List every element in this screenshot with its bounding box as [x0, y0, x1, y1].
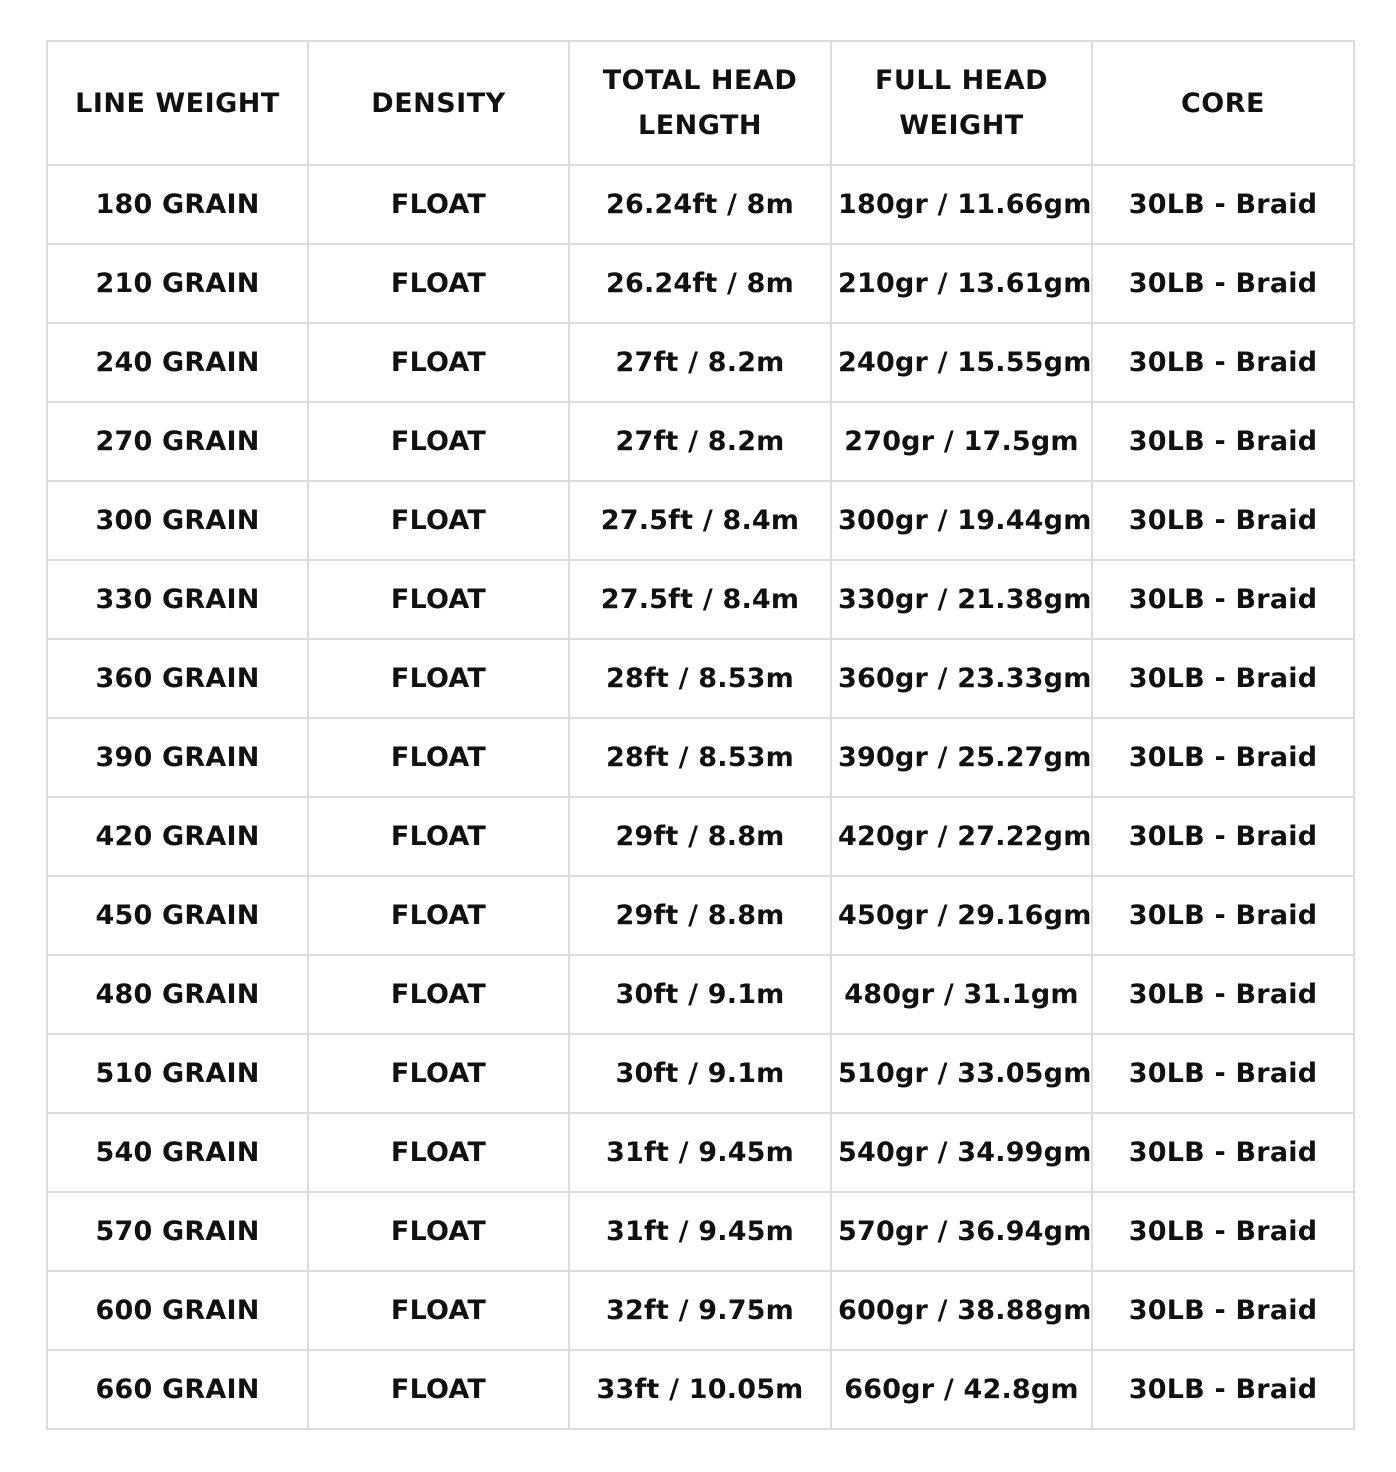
table-row	[47, 1350, 1354, 1429]
cell-total-head-length: 27.5ft / 8.4m	[569, 560, 831, 639]
cell-density: FLOAT	[308, 876, 569, 955]
cell-core: 30LB - Braid	[1092, 560, 1354, 639]
cell-line-weight: 480 GRAIN	[47, 955, 308, 1034]
cell-line-weight: 360 GRAIN	[47, 639, 308, 718]
header-row	[47, 41, 1354, 165]
table-row	[47, 718, 1354, 797]
header-total-head-length: TOTAL HEAD LENGTH	[569, 41, 831, 165]
cell-core: 30LB - Braid	[1092, 165, 1354, 244]
cell-line-weight: 420 GRAIN	[47, 797, 308, 876]
cell-core: 30LB - Braid	[1092, 1034, 1354, 1113]
cell-line-weight: 600 GRAIN	[47, 1271, 308, 1350]
cell-line-weight: 270 GRAIN	[47, 402, 308, 481]
cell-full-head-weight: 180gr / 11.66gm	[831, 165, 1092, 244]
cell-density: FLOAT	[308, 560, 569, 639]
cell-total-head-length: 33ft / 10.05m	[569, 1350, 831, 1429]
cell-core: 30LB - Braid	[1092, 1271, 1354, 1350]
cell-line-weight: 390 GRAIN	[47, 718, 308, 797]
table-row	[47, 955, 1354, 1034]
table-row	[47, 402, 1354, 481]
cell-density: FLOAT	[308, 1192, 569, 1271]
cell-density: FLOAT	[308, 165, 569, 244]
cell-core: 30LB - Braid	[1092, 1113, 1354, 1192]
cell-full-head-weight: 600gr / 38.88gm	[831, 1271, 1092, 1350]
cell-density: FLOAT	[308, 1271, 569, 1350]
cell-total-head-length: 32ft / 9.75m	[569, 1271, 831, 1350]
cell-core: 30LB - Braid	[1092, 639, 1354, 718]
cell-total-head-length: 29ft / 8.8m	[569, 797, 831, 876]
cell-total-head-length: 30ft / 9.1m	[569, 1034, 831, 1113]
table-row	[47, 244, 1354, 323]
cell-core: 30LB - Braid	[1092, 1350, 1354, 1429]
header-full-head-weight: FULL HEAD WEIGHT	[831, 41, 1092, 165]
cell-density: FLOAT	[308, 481, 569, 560]
cell-total-head-length: 29ft / 8.8m	[569, 876, 831, 955]
cell-line-weight: 210 GRAIN	[47, 244, 308, 323]
cell-line-weight: 540 GRAIN	[47, 1113, 308, 1192]
cell-total-head-length: 27.5ft / 8.4m	[569, 481, 831, 560]
cell-density: FLOAT	[308, 955, 569, 1034]
header-density: DENSITY	[308, 41, 569, 165]
header-core: CORE	[1092, 41, 1354, 165]
cell-core: 30LB - Braid	[1092, 1192, 1354, 1271]
cell-full-head-weight: 360gr / 23.33gm	[831, 639, 1092, 718]
cell-total-head-length: 30ft / 9.1m	[569, 955, 831, 1034]
cell-line-weight: 570 GRAIN	[47, 1192, 308, 1271]
cell-line-weight: 510 GRAIN	[47, 1034, 308, 1113]
table-row	[47, 1271, 1354, 1350]
cell-total-head-length: 28ft / 8.53m	[569, 718, 831, 797]
cell-full-head-weight: 510gr / 33.05gm	[831, 1034, 1092, 1113]
cell-total-head-length: 31ft / 9.45m	[569, 1113, 831, 1192]
table-row	[47, 481, 1354, 560]
cell-full-head-weight: 270gr / 17.5gm	[831, 402, 1092, 481]
cell-core: 30LB - Braid	[1092, 481, 1354, 560]
cell-total-head-length: 27ft / 8.2m	[569, 402, 831, 481]
cell-line-weight: 330 GRAIN	[47, 560, 308, 639]
cell-full-head-weight: 480gr / 31.1gm	[831, 955, 1092, 1034]
cell-density: FLOAT	[308, 718, 569, 797]
cell-core: 30LB - Braid	[1092, 955, 1354, 1034]
cell-core: 30LB - Braid	[1092, 718, 1354, 797]
table-row	[47, 639, 1354, 718]
cell-density: FLOAT	[308, 1350, 569, 1429]
cell-total-head-length: 26.24ft / 8m	[569, 165, 831, 244]
cell-core: 30LB - Braid	[1092, 876, 1354, 955]
table-row	[47, 560, 1354, 639]
cell-total-head-length: 31ft / 9.45m	[569, 1192, 831, 1271]
cell-density: FLOAT	[308, 244, 569, 323]
cell-core: 30LB - Braid	[1092, 402, 1354, 481]
cell-line-weight: 450 GRAIN	[47, 876, 308, 955]
cell-full-head-weight: 210gr / 13.61gm	[831, 244, 1092, 323]
cell-total-head-length: 27ft / 8.2m	[569, 323, 831, 402]
cell-full-head-weight: 300gr / 19.44gm	[831, 481, 1092, 560]
cell-core: 30LB - Braid	[1092, 323, 1354, 402]
table-row	[47, 1113, 1354, 1192]
table-row	[47, 876, 1354, 955]
table-row	[47, 323, 1354, 402]
cell-core: 30LB - Braid	[1092, 244, 1354, 323]
cell-full-head-weight: 450gr / 29.16gm	[831, 876, 1092, 955]
cell-full-head-weight: 330gr / 21.38gm	[831, 560, 1092, 639]
cell-total-head-length: 28ft / 8.53m	[569, 639, 831, 718]
cell-density: FLOAT	[308, 1034, 569, 1113]
cell-full-head-weight: 390gr / 25.27gm	[831, 718, 1092, 797]
table-header	[47, 41, 1354, 165]
line-spec-table	[46, 40, 1355, 1430]
header-line-weight: LINE WEIGHT	[47, 41, 308, 165]
cell-line-weight: 180 GRAIN	[47, 165, 308, 244]
table-row	[47, 1034, 1354, 1113]
cell-density: FLOAT	[308, 1113, 569, 1192]
cell-full-head-weight: 570gr / 36.94gm	[831, 1192, 1092, 1271]
cell-density: FLOAT	[308, 639, 569, 718]
cell-full-head-weight: 240gr / 15.55gm	[831, 323, 1092, 402]
table-row	[47, 1192, 1354, 1271]
cell-full-head-weight: 660gr / 42.8gm	[831, 1350, 1092, 1429]
cell-density: FLOAT	[308, 797, 569, 876]
cell-density: FLOAT	[308, 323, 569, 402]
cell-density: FLOAT	[308, 402, 569, 481]
cell-total-head-length: 26.24ft / 8m	[569, 244, 831, 323]
cell-full-head-weight: 420gr / 27.22gm	[831, 797, 1092, 876]
cell-line-weight: 240 GRAIN	[47, 323, 308, 402]
table-body	[47, 165, 1354, 1429]
cell-full-head-weight: 540gr / 34.99gm	[831, 1113, 1092, 1192]
cell-line-weight: 660 GRAIN	[47, 1350, 308, 1429]
table-row	[47, 797, 1354, 876]
table-row	[47, 165, 1354, 244]
cell-line-weight: 300 GRAIN	[47, 481, 308, 560]
cell-core: 30LB - Braid	[1092, 797, 1354, 876]
